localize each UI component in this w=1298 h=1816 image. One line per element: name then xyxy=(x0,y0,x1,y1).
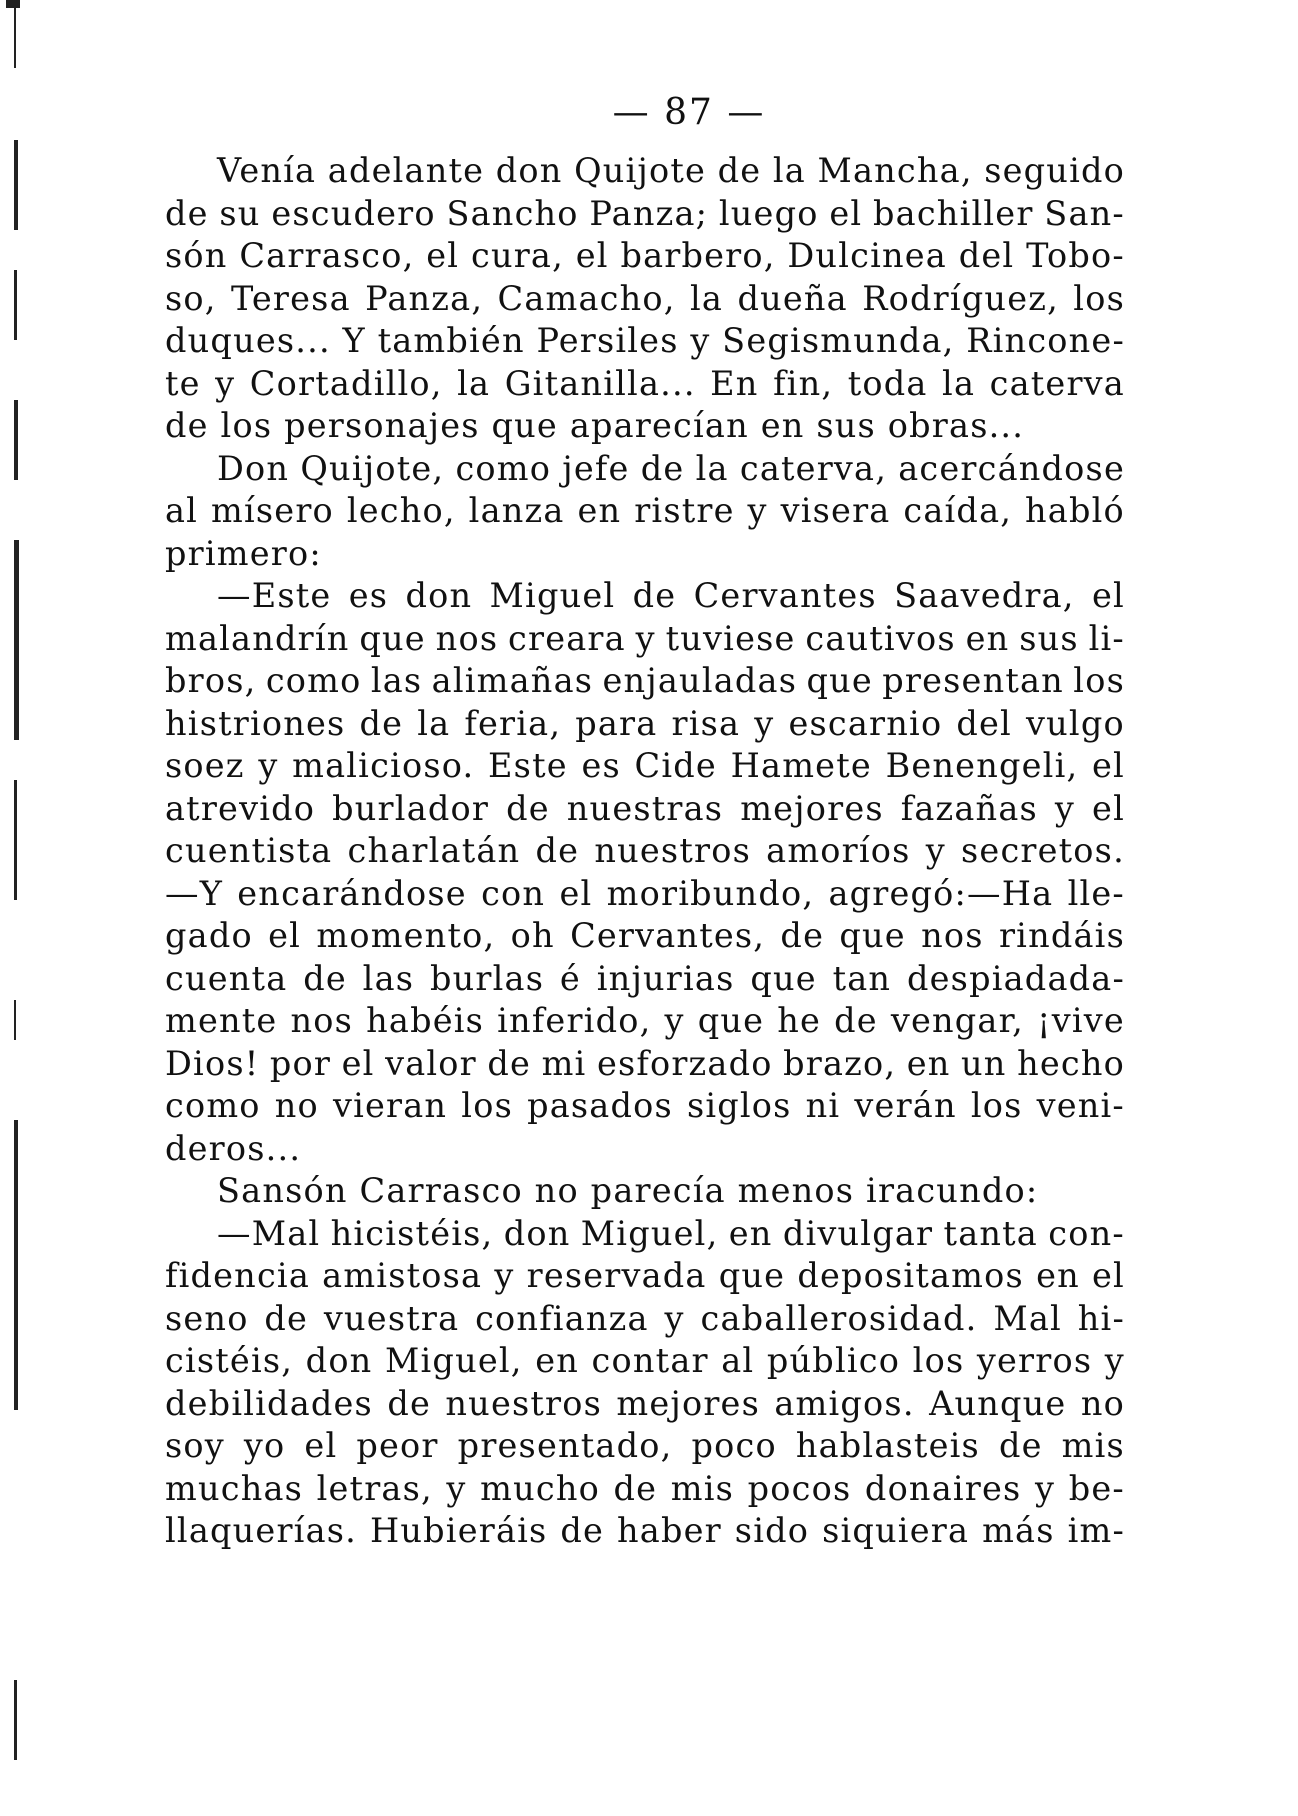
text-line: muchas letras, y mucho de mis pocos donaires y be- xyxy=(165,1468,1125,1508)
body-text xyxy=(165,150,1125,1553)
text-line: primero: xyxy=(165,533,322,573)
text-line: cuenta de las burlas é injurias que tan despiadada- xyxy=(165,958,1125,998)
text-line: debilidades de nuestros mejores amigos. Aunque no xyxy=(165,1383,1125,1423)
text-line: te y Cortadillo, la Gitanilla... En fin, toda la caterva xyxy=(165,363,1125,403)
text-line: de su escudero Sancho Panza; luego el bachiller San- xyxy=(165,193,1125,233)
text-line: llaquerías. Hubieráis de haber sido siquiera más im- xyxy=(165,1511,1125,1550)
text-line: soez y malicioso. Este es Cide Hamete Benengeli, el xyxy=(165,746,1125,785)
text-line: al mísero lecho, lanza en ristre y visera caída, habló xyxy=(165,491,1125,530)
text-line: seno de vuestra confianza y caballerosidad. Mal hi- xyxy=(165,1298,1125,1338)
text-line: malandrín que nos creara y tuviese cautivos en sus li- xyxy=(165,618,1125,658)
page-binding-edge xyxy=(14,0,18,1816)
text-line: cuentista charlatán de nuestros amoríos y secretos. xyxy=(165,831,1125,870)
text-line: —Mal hicistéis, don Miguel, en divulgar tanta con- xyxy=(217,1213,1125,1253)
text-line: duques... Y también Persiles y Segismunda, Rincone- xyxy=(165,321,1125,360)
page-number: — 87 — xyxy=(612,92,766,133)
text-line: como no vieran los pasados siglos ni verán los veni- xyxy=(165,1086,1125,1125)
text-line: Sansón Carrasco no parecía menos iracundo: xyxy=(217,1171,1039,1210)
text-line: —Y encarándose con el moribundo, agregó:—Ha lle- xyxy=(165,873,1125,913)
text-line: Venía adelante don Quijote de la Mancha, seguido xyxy=(217,151,1125,190)
text-line: so, Teresa Panza, Camacho, la dueña Rodríguez, los xyxy=(165,278,1125,318)
text-line: cistéis, don Miguel, en contar al público los yerros y xyxy=(165,1341,1125,1380)
text-line: Don Quijote, como jefe de la caterva, acercándose xyxy=(217,448,1125,488)
text-line: Dios! por el valor de mi esforzado brazo, en un hecho xyxy=(165,1043,1125,1083)
text-line: bros, como las alimañas enjauladas que presentan los xyxy=(165,661,1125,700)
text-line: fidencia amistosa y reservada que depositamos en el xyxy=(165,1256,1125,1295)
text-line: —Este es don Miguel de Cervantes Saavedra, el xyxy=(217,576,1125,615)
text-line: histriones de la feria, para risa y escarnio del vulgo xyxy=(165,703,1125,743)
text-line: són Carrasco, el cura, el barbero, Dulcinea del Tobo- xyxy=(165,236,1125,275)
text-line: atrevido burlador de nuestras mejores fazañas y el xyxy=(165,788,1125,828)
text-line: de los personajes que aparecían en sus obras... xyxy=(165,406,1025,445)
text-line: mente nos habéis inferido, y que he de vengar, ¡vive xyxy=(165,1001,1125,1040)
text-line: deros... xyxy=(165,1128,302,1168)
text-line: gado el momento, oh Cervantes, de que nos rindáis xyxy=(165,916,1125,955)
text-line: soy yo el peor presentado, poco hablasteis de mis xyxy=(165,1426,1125,1465)
